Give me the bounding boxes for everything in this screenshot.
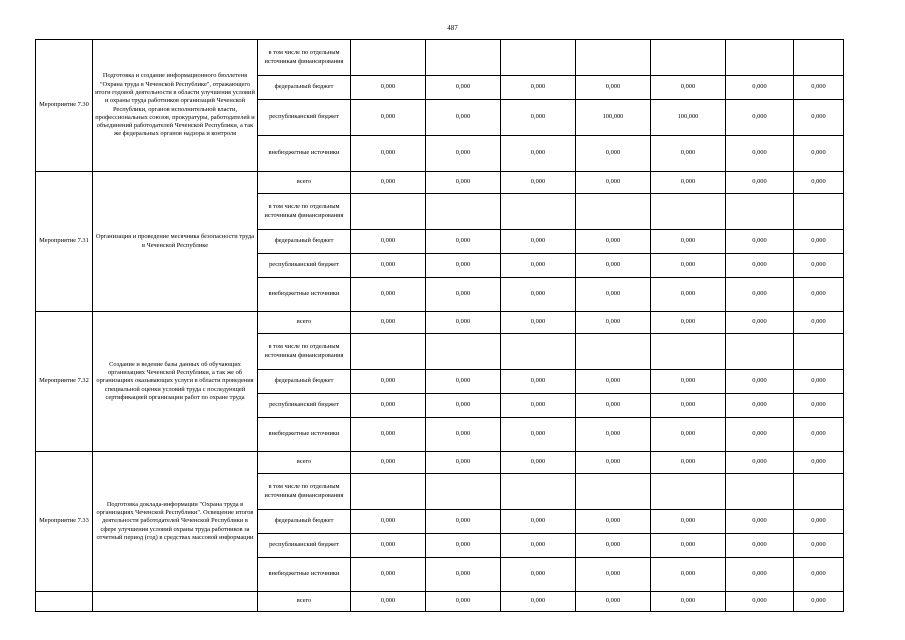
amount-cell — [426, 194, 501, 230]
amount-cell: 0,000 — [726, 592, 794, 612]
amount-cell — [726, 474, 794, 510]
amount-cell: 0,000 — [426, 100, 501, 136]
amount-cell: 0,000 — [726, 172, 794, 194]
event-description — [93, 592, 258, 612]
amount-cell: 0,000 — [501, 510, 576, 534]
amount-cell: 0,000 — [576, 452, 651, 474]
amount-cell: 0,000 — [351, 394, 426, 418]
amount-cell — [501, 194, 576, 230]
event-code: Мероприятие 7.30 — [36, 40, 93, 172]
amount-cell: 0,000 — [794, 76, 844, 100]
amount-cell: 0,000 — [501, 312, 576, 334]
amount-cell: 0,000 — [426, 278, 501, 312]
amount-cell: 0,000 — [651, 370, 726, 394]
amount-cell: 0,000 — [651, 558, 726, 592]
amount-cell: 0,000 — [576, 418, 651, 452]
event-description: Организация и проведение месячника безопасности труда в Чеченской Республике — [93, 172, 258, 312]
table-row — [36, 40, 844, 76]
amount-cell: 0,000 — [726, 534, 794, 558]
amount-cell: 0,000 — [576, 136, 651, 172]
amount-cell — [726, 40, 794, 76]
funding-source-label: всего — [258, 452, 351, 474]
amount-cell: 0,000 — [576, 278, 651, 312]
amount-cell — [651, 474, 726, 510]
amount-cell: 0,000 — [501, 100, 576, 136]
amount-cell: 0,000 — [726, 418, 794, 452]
amount-cell: 0,000 — [426, 136, 501, 172]
amount-cell — [426, 334, 501, 370]
amount-cell — [726, 334, 794, 370]
amount-cell — [651, 40, 726, 76]
amount-cell: 0,000 — [501, 254, 576, 278]
event-description: Создание и ведение базы данных об обучающих организациях Чеченской Республики, а так же об организациях оказывающих услуги в области проведения специальной оценки условий труда с последующей сертификацией организации работ по охране труда — [93, 312, 258, 452]
amount-cell: 0,000 — [501, 172, 576, 194]
amount-cell: 0,000 — [351, 558, 426, 592]
amount-cell: 0,000 — [576, 592, 651, 612]
amount-cell: 0,000 — [351, 592, 426, 612]
amount-cell: 0,000 — [794, 534, 844, 558]
funding-source-label: федеральный бюджет — [258, 510, 351, 534]
amount-cell: 0,000 — [651, 534, 726, 558]
amount-cell: 0,000 — [576, 230, 651, 254]
amount-cell: 0,000 — [351, 452, 426, 474]
amount-cell: 0,000 — [351, 100, 426, 136]
amount-cell: 0,000 — [794, 452, 844, 474]
funding-source-label: федеральный бюджет — [258, 370, 351, 394]
amount-cell — [501, 40, 576, 76]
amount-cell: 0,000 — [351, 418, 426, 452]
amount-cell: 0,000 — [726, 558, 794, 592]
amount-cell — [501, 334, 576, 370]
amount-cell — [794, 40, 844, 76]
funding-source-label: в том числе по отдельным источникам финансирования — [258, 334, 351, 370]
amount-cell: 0,000 — [794, 230, 844, 254]
amount-cell: 0,000 — [726, 100, 794, 136]
amount-cell: 0,000 — [651, 278, 726, 312]
amount-cell: 0,000 — [501, 558, 576, 592]
amount-cell: 0,000 — [726, 370, 794, 394]
amount-cell: 0,000 — [651, 254, 726, 278]
amount-cell — [576, 40, 651, 76]
amount-cell — [426, 474, 501, 510]
amount-cell: 0,000 — [501, 394, 576, 418]
amount-cell: 0,000 — [426, 312, 501, 334]
funding-source-label: в том числе по отдельным источникам финансирования — [258, 194, 351, 230]
amount-cell: 0,000 — [576, 370, 651, 394]
funding-source-label: федеральный бюджет — [258, 76, 351, 100]
amount-cell — [351, 194, 426, 230]
amount-cell: 0,000 — [501, 370, 576, 394]
amount-cell: 0,000 — [794, 394, 844, 418]
table-row — [36, 452, 844, 474]
amount-cell: 0,000 — [794, 278, 844, 312]
amount-cell: 0,000 — [351, 312, 426, 334]
amount-cell: 0,000 — [426, 452, 501, 474]
amount-cell: 0,000 — [726, 76, 794, 100]
amount-cell: 0,000 — [794, 558, 844, 592]
amount-cell: 0,000 — [651, 312, 726, 334]
amount-cell: 0,000 — [794, 136, 844, 172]
amount-cell: 0,000 — [576, 510, 651, 534]
table-row — [36, 592, 844, 612]
amount-cell — [351, 334, 426, 370]
funding-source-label: всего — [258, 172, 351, 194]
amount-cell: 0,000 — [426, 370, 501, 394]
funding-source-label: республиканский бюджет — [258, 254, 351, 278]
amount-cell: 0,000 — [426, 592, 501, 612]
event-code — [36, 592, 93, 612]
amount-cell: 0,000 — [576, 558, 651, 592]
amount-cell: 0,000 — [426, 418, 501, 452]
table-row — [36, 172, 844, 194]
amount-cell: 0,000 — [351, 136, 426, 172]
amount-cell: 0,000 — [576, 172, 651, 194]
amount-cell: 0,000 — [726, 136, 794, 172]
amount-cell: 0,000 — [576, 254, 651, 278]
amount-cell: 0,000 — [794, 418, 844, 452]
amount-cell: 0,000 — [726, 452, 794, 474]
amount-cell: 0,000 — [576, 312, 651, 334]
funding-source-label: внебюджетные источники — [258, 418, 351, 452]
amount-cell: 0,000 — [651, 76, 726, 100]
amount-cell: 0,000 — [726, 254, 794, 278]
amount-cell: 0,000 — [794, 370, 844, 394]
funding-source-label: республиканский бюджет — [258, 100, 351, 136]
amount-cell: 0,000 — [651, 230, 726, 254]
amount-cell: 0,000 — [426, 172, 501, 194]
amount-cell: 0,000 — [576, 394, 651, 418]
amount-cell: 0,000 — [794, 312, 844, 334]
amount-cell — [651, 334, 726, 370]
amount-cell: 0,000 — [351, 510, 426, 534]
amount-cell — [651, 194, 726, 230]
amount-cell: 0,000 — [794, 100, 844, 136]
amount-cell — [351, 40, 426, 76]
amount-cell: 0,000 — [501, 534, 576, 558]
amount-cell: 0,000 — [426, 558, 501, 592]
funding-source-label: федеральный бюджет — [258, 230, 351, 254]
amount-cell: 0,000 — [651, 172, 726, 194]
amount-cell: 0,000 — [426, 76, 501, 100]
funding-source-label: в том числе по отдельным источникам финансирования — [258, 40, 351, 76]
amount-cell — [351, 474, 426, 510]
amount-cell: 0,000 — [794, 592, 844, 612]
amount-cell: 100,000 — [576, 100, 651, 136]
amount-cell: 0,000 — [501, 278, 576, 312]
amount-cell: 0,000 — [426, 510, 501, 534]
amount-cell: 0,000 — [351, 172, 426, 194]
amount-cell: 0,000 — [726, 230, 794, 254]
amount-cell: 0,000 — [651, 418, 726, 452]
amount-cell: 0,000 — [726, 278, 794, 312]
event-description: Подготовка и создание информационного бюллетеня "Охрана труда в Чеченской Республике", отражающего итоги годовой деятельности в области улучшения условий и охраны труда работников организаций Чеченской Республики, органов исполнительной власти, профессиональных союзов, прокуратуры, работодателей и объединений работодателей Чеченской Республики, а так же федеральных органов надзора и контроля — [93, 40, 258, 172]
amount-cell: 0,000 — [501, 452, 576, 474]
amount-cell: 0,000 — [501, 230, 576, 254]
amount-cell — [501, 474, 576, 510]
funding-source-label: внебюджетные источники — [258, 136, 351, 172]
amount-cell — [794, 194, 844, 230]
funding-source-label: республиканский бюджет — [258, 394, 351, 418]
budget-table — [35, 39, 844, 612]
amount-cell: 0,000 — [794, 172, 844, 194]
amount-cell: 0,000 — [651, 136, 726, 172]
amount-cell — [794, 334, 844, 370]
amount-cell: 0,000 — [726, 394, 794, 418]
event-code: Мероприятие 7.33 — [36, 452, 93, 592]
event-code: Мероприятие 7.31 — [36, 172, 93, 312]
amount-cell — [576, 474, 651, 510]
amount-cell: 0,000 — [651, 452, 726, 474]
amount-cell: 0,000 — [651, 592, 726, 612]
amount-cell: 0,000 — [576, 76, 651, 100]
amount-cell: 0,000 — [351, 254, 426, 278]
amount-cell — [794, 474, 844, 510]
funding-source-label: внебюджетные источники — [258, 278, 351, 312]
funding-source-label: в том числе по отдельным источникам финансирования — [258, 474, 351, 510]
amount-cell: 0,000 — [426, 394, 501, 418]
amount-cell: 0,000 — [501, 418, 576, 452]
amount-cell — [426, 40, 501, 76]
funding-source-label: внебюджетные источники — [258, 558, 351, 592]
amount-cell: 0,000 — [501, 136, 576, 172]
amount-cell: 0,000 — [351, 370, 426, 394]
amount-cell: 0,000 — [426, 230, 501, 254]
amount-cell: 0,000 — [351, 76, 426, 100]
amount-cell: 0,000 — [726, 312, 794, 334]
event-code: Мероприятие 7.32 — [36, 312, 93, 452]
amount-cell: 0,000 — [426, 254, 501, 278]
amount-cell: 0,000 — [651, 394, 726, 418]
funding-source-label: всего — [258, 312, 351, 334]
table-row — [36, 312, 844, 334]
amount-cell: 0,000 — [726, 510, 794, 534]
amount-cell — [576, 334, 651, 370]
amount-cell: 0,000 — [351, 230, 426, 254]
amount-cell: 0,000 — [576, 534, 651, 558]
amount-cell: 0,000 — [501, 592, 576, 612]
amount-cell: 0,000 — [794, 510, 844, 534]
funding-source-label: всего — [258, 592, 351, 612]
amount-cell: 0,000 — [351, 534, 426, 558]
amount-cell: 0,000 — [651, 510, 726, 534]
amount-cell: 0,000 — [351, 278, 426, 312]
amount-cell — [576, 194, 651, 230]
amount-cell: 100,000 — [651, 100, 726, 136]
amount-cell: 0,000 — [501, 76, 576, 100]
amount-cell — [726, 194, 794, 230]
funding-source-label: республиканский бюджет — [258, 534, 351, 558]
amount-cell: 0,000 — [794, 254, 844, 278]
page-number: 487 — [447, 24, 458, 32]
event-description: Подготовка доклада-информации "Охрана труда в организациях Чеченской Республики". Освещение итогов деятельности работодателей Чеченской Республики в сфере улучшения условий охраны труда работников за отчетный период (год) в средствах массовой информации — [93, 452, 258, 592]
amount-cell: 0,000 — [426, 534, 501, 558]
